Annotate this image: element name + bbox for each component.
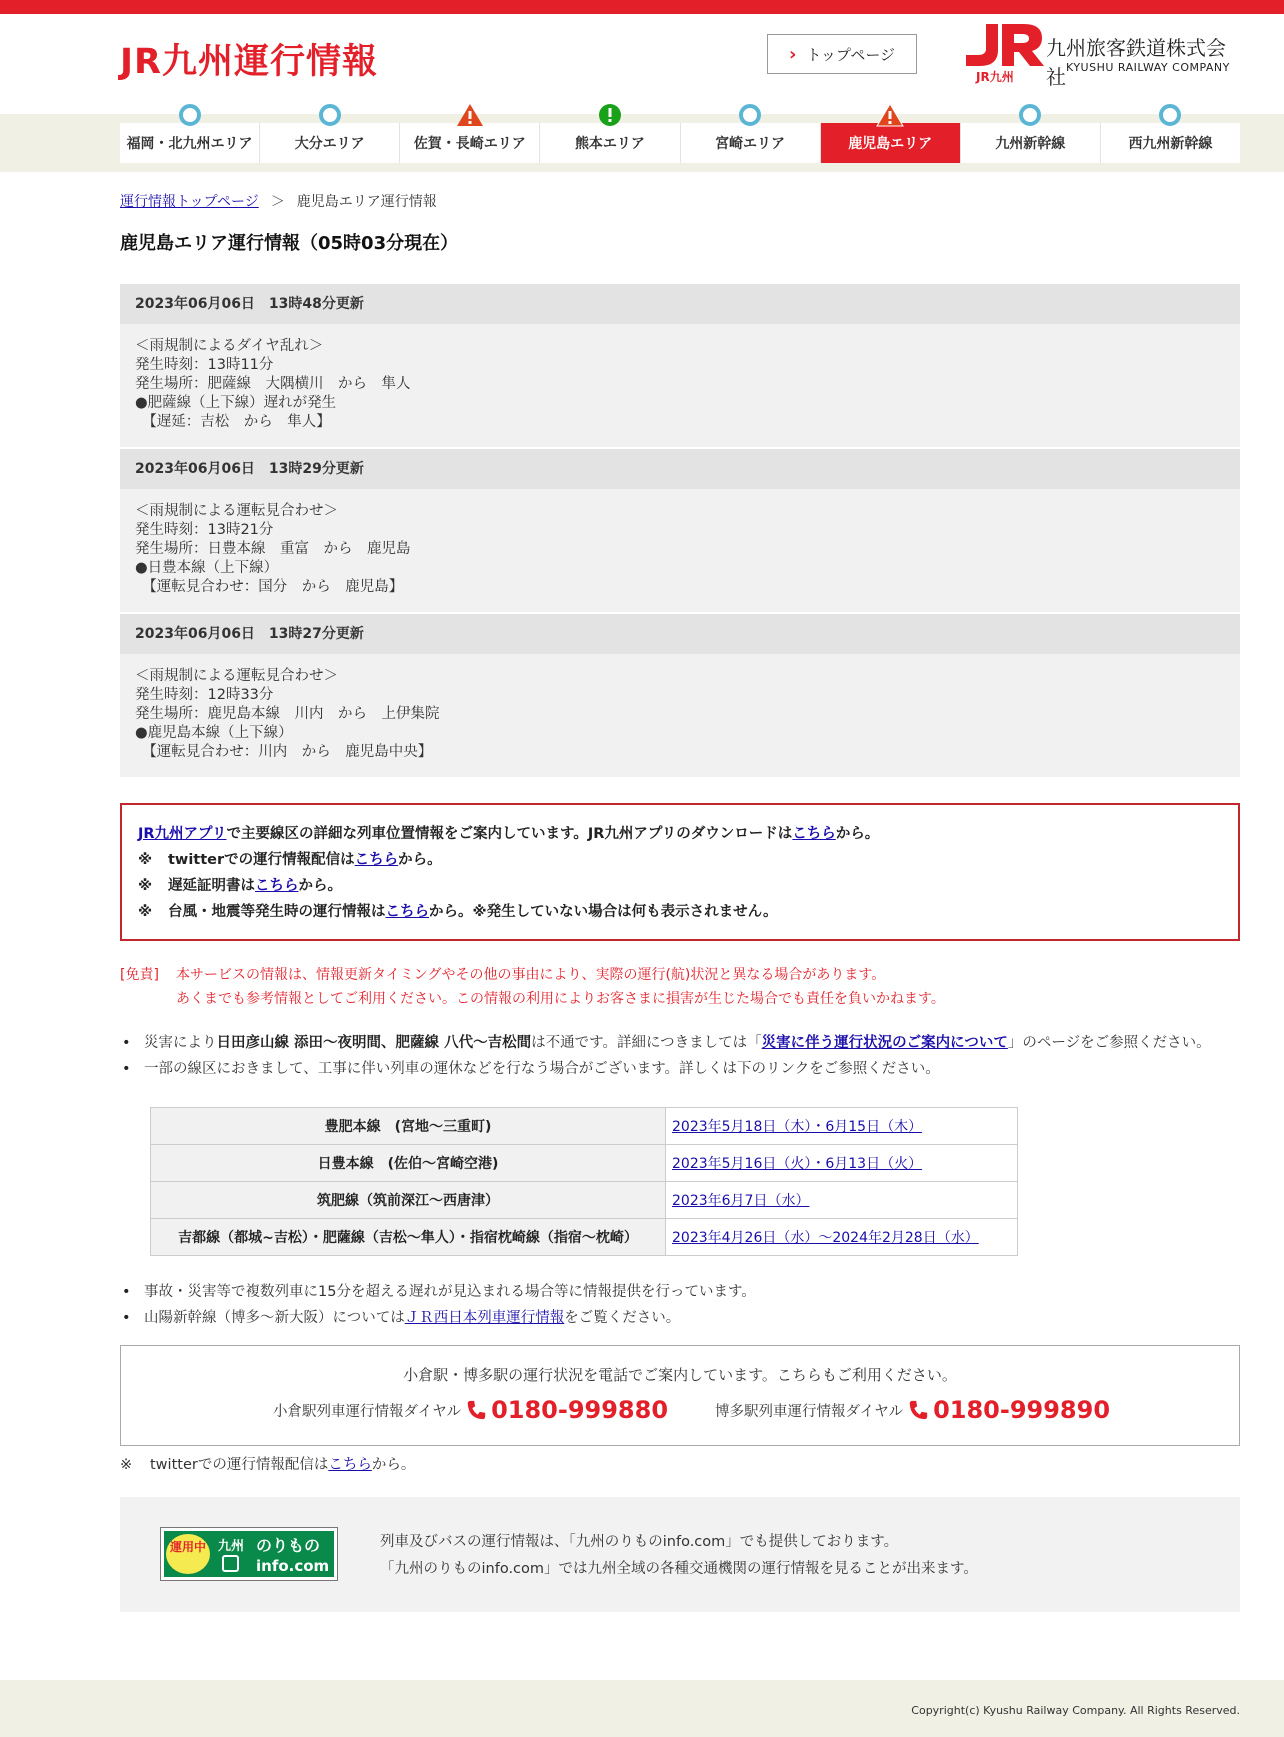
kokura-dial-label: 小倉駅列車運行情報ダイヤル <box>273 1403 462 1420</box>
list-item <box>120 1030 1240 1056</box>
bullet-text: 山陽新幹線（博多～新大阪）については <box>144 1310 405 1326</box>
update-line: 【運転見合わせ：川内 から 鹿児島中央】 <box>135 744 433 760</box>
jr-kyushu-logo[interactable] <box>958 22 1240 88</box>
update-line: 【運転見合わせ：国分 から 鹿児島】 <box>135 579 404 595</box>
update-line: 発生場所：日豊本線 重富 から 鹿児島 <box>135 541 411 557</box>
nav-item-nishikyushu-shinkansen[interactable] <box>1101 123 1240 163</box>
nav-item-oita[interactable] <box>260 123 400 163</box>
bullet-text: 」のページをご参照ください。 <box>1007 1035 1211 1051</box>
update-header: 2023年06月06日 13時29分更新 <box>120 449 1240 489</box>
update-line: ●日豊本線（上下線） <box>135 560 279 576</box>
update-body <box>120 324 1240 447</box>
construction-table <box>150 1107 1018 1256</box>
notice-text: から。※発生していない場合は何も表示されません。 <box>429 904 778 920</box>
breadcrumb-link-top[interactable]: 運行情報トップページ <box>120 194 259 210</box>
nav-item-label: 大分エリア <box>294 136 365 152</box>
update-header: 2023年06月06日 13時27分更新 <box>120 614 1240 654</box>
construction-date-link[interactable]: 2023年6月7日（水） <box>672 1193 810 1209</box>
normal-status-icon <box>738 103 762 127</box>
nav-item-kyushu-shinkansen[interactable] <box>961 123 1101 163</box>
copyright: Copyright(c) Kyushu Railway Company. All Rights Reserved. <box>911 1704 1240 1717</box>
svg-text:info.com: info.com <box>256 1557 330 1575</box>
note-mark: ※ <box>138 878 153 894</box>
nav-item-label: 西九州新幹線 <box>1128 136 1213 152</box>
company-name-jp: 九州旅客鉄道株式会社 <box>1046 36 1226 89</box>
construction-date-link[interactable]: 2023年5月16日（火）・6月13日（火） <box>672 1156 923 1172</box>
update-line: 発生時刻：13時21分 <box>135 522 274 538</box>
table-cell-line: 筑肥線（筑前深江～西唐津） <box>151 1182 666 1219</box>
phone-info-box <box>120 1345 1240 1446</box>
kokura-dial <box>273 1396 668 1424</box>
phone-icon <box>907 1398 929 1422</box>
notice-text: から。 <box>835 826 880 842</box>
warning-icon <box>456 103 484 127</box>
notice-line-twitter <box>138 847 1222 873</box>
table-row <box>151 1108 1018 1145</box>
nav-item-label: 宮崎エリア <box>715 136 786 152</box>
norimono-logo-graphic <box>161 1528 337 1580</box>
norimono-line: 列車及びバスの運行情報は、「九州のりものinfo.com」でも提供しております。 <box>380 1534 899 1550</box>
footer <box>0 1680 1284 1737</box>
phone-icon <box>465 1398 487 1422</box>
disclaimer <box>120 963 945 1011</box>
update-body <box>120 654 1240 777</box>
table-cell-line: 豊肥本線 (宮地～三重町) <box>151 1108 666 1145</box>
list-item <box>120 1305 1240 1331</box>
svg-text:JR九州: JR九州 <box>976 70 1014 84</box>
top-page-button[interactable] <box>767 34 917 74</box>
update-list <box>120 284 1240 779</box>
nav-item-label: 熊本エリア <box>574 136 645 152</box>
kokura-phone-number[interactable]: 0180-999880 <box>491 1396 669 1424</box>
company-name-en: KYUSHU RAILWAY COMPANY <box>1066 61 1230 74</box>
warning-icon <box>876 103 904 127</box>
nav-item-fukuoka[interactable] <box>120 123 260 163</box>
table-cell-date <box>666 1182 1018 1219</box>
update-line: 【遅延：吉松 から 隼人】 <box>135 414 331 430</box>
normal-status-icon <box>1018 103 1042 127</box>
jr-west-info-link[interactable]: ＪＲ西日本列車運行情報 <box>404 1310 565 1326</box>
twitter-note-text: から。 <box>371 1457 416 1473</box>
update-line: ＜雨規制による運転見合わせ＞ <box>135 668 338 684</box>
typhoon-info-link[interactable]: こちら <box>385 904 429 920</box>
breadcrumb <box>120 191 437 211</box>
update-item <box>120 449 1240 612</box>
note-mark: ※ <box>138 904 153 920</box>
nav-item-label: 鹿児島エリア <box>848 136 933 152</box>
notice-text: から。 <box>298 878 342 894</box>
phone-intro: 小倉駅・博多駅の運行状況を電話でご案内しています。こちらもご利用ください。 <box>403 1366 957 1384</box>
notice-line-app <box>138 821 1222 847</box>
bullet-text: 事故・災害等で複数列車に15分を超える遅れが見込まれる場合等に情報提供を行っています。 <box>144 1284 756 1300</box>
table-row <box>151 1145 1018 1182</box>
nav-item-miyazaki[interactable] <box>681 123 821 163</box>
jr-kyushu-app-link[interactable]: JR九州アプリ <box>138 826 227 842</box>
update-line: 発生場所：鹿児島本線 川内 から 上伊集院 <box>135 706 440 722</box>
nav-item-label: 九州新幹線 <box>995 136 1066 152</box>
notice-text: 台風・地震等発生時の運行情報は <box>168 904 386 920</box>
update-line: ＜雨規制によるダイヤ乱れ＞ <box>135 338 324 354</box>
svg-text:のりもの: のりもの <box>256 1536 321 1555</box>
table-cell-date <box>666 1108 1018 1145</box>
nav-item-label: 福岡・北九州エリア <box>126 136 253 152</box>
table-cell-date <box>666 1145 1018 1182</box>
app-download-link[interactable]: こちら <box>792 826 836 842</box>
note-mark: ※ <box>138 852 153 868</box>
normal-status-icon <box>178 103 202 127</box>
page-title: 鹿児島エリア運行情報（05時03分現在） <box>120 233 459 254</box>
nav-item-label: 佐賀・長崎エリア <box>413 136 526 152</box>
twitter-note <box>120 1453 415 1474</box>
info-bullets-2 <box>120 1279 1240 1331</box>
update-line: 発生場所：肥薩線 大隅横川 から 隼人 <box>135 376 411 392</box>
disclaimer-tag: [免責] <box>120 967 159 983</box>
disclaimer-line: 本サービスの情報は、情報更新タイミングやその他の事由により、実際の運行(航)状況と異なる場合があります。 <box>176 967 886 983</box>
hakata-phone-number[interactable]: 0180-999890 <box>933 1396 1111 1424</box>
norimono-line: 「九州のりものinfo.com」では九州全域の各種交通機関の運行情報を見ることが出来ます。 <box>380 1561 978 1577</box>
top-page-button-label: トップページ <box>806 45 896 64</box>
list-item <box>120 1279 1240 1305</box>
disclaimer-line: あくまでも参考情報としてご利用ください。この情報の利用によりお客さまに損害が生じた場合でも責任を負いかねます。 <box>176 991 945 1007</box>
update-item <box>120 284 1240 447</box>
suspended-lines: 日田彦山線 添田～夜明間、肥薩線 八代～吉松間 <box>216 1035 532 1051</box>
twitter-link[interactable]: こちら <box>354 852 399 868</box>
svg-text:運用中: 運用中 <box>169 1540 207 1554</box>
site-title[interactable]: JR九州運行情報 <box>120 42 378 82</box>
notice-text: twitterでの運行情報配信は <box>168 852 355 868</box>
nav-item-kumamoto[interactable] <box>540 123 680 163</box>
norimono-info-logo[interactable] <box>160 1527 338 1581</box>
hakata-dial-label: 博多駅列車運行情報ダイヤル <box>715 1403 904 1420</box>
area-nav <box>120 123 1240 163</box>
app-notice-box <box>120 803 1240 941</box>
table-cell-line: 日豊本線 (佐伯～宮崎空港) <box>151 1145 666 1182</box>
notice-text: 遅延証明書は <box>168 878 255 894</box>
normal-status-icon <box>318 103 342 127</box>
bullet-text: 災害により <box>144 1035 217 1051</box>
bullet-text: は不通です。詳細につきましては「 <box>531 1035 762 1051</box>
update-line: ●鹿児島本線（上下線） <box>135 725 293 741</box>
jr-logo-mark <box>958 22 1044 84</box>
breadcrumb-separator: ＞ <box>270 194 285 210</box>
table-row <box>151 1219 1018 1256</box>
info-exclamation-icon <box>598 103 622 127</box>
construction-date-link[interactable]: 2023年5月18日（木）・6月15日（木） <box>672 1119 923 1135</box>
notice-text: で主要線区の詳細な列車位置情報をご案内しています。JR九州アプリのダウンロードは <box>226 826 793 842</box>
bullet-text: をご覧ください。 <box>564 1310 681 1326</box>
update-line: ＜雨規制による運転見合わせ＞ <box>135 503 338 519</box>
hakata-dial <box>715 1396 1110 1424</box>
normal-status-icon <box>1158 103 1182 127</box>
twitter-note-text: twitterでの運行情報配信は <box>150 1457 329 1473</box>
table-cell-line: 吉都線（都城~吉松）・肥薩線（吉松～隼人）・指宿枕崎線（指宿～枕崎） <box>151 1219 666 1256</box>
list-item <box>120 1056 1240 1082</box>
breadcrumb-current: 鹿児島エリア運行情報 <box>296 194 437 210</box>
svg-text:九州: 九州 <box>218 1539 245 1554</box>
notice-text: から。 <box>398 852 442 868</box>
notice-line-typhoon <box>138 899 1222 925</box>
update-body <box>120 489 1240 612</box>
update-header: 2023年06月06日 13時48分更新 <box>120 284 1240 324</box>
norimono-info-box <box>120 1497 1240 1612</box>
update-line: 発生時刻：12時33分 <box>135 687 274 703</box>
construction-date-link[interactable]: 2023年4月26日（水）～2024年2月28日（水） <box>672 1230 979 1246</box>
table-row <box>151 1182 1018 1219</box>
chevron-right-icon: › <box>788 43 797 65</box>
nav-item-kagoshima[interactable] <box>821 123 961 163</box>
disaster-status-link[interactable]: 災害に伴う運行状況のご案内について <box>761 1035 1008 1051</box>
twitter-link[interactable]: こちら <box>328 1457 372 1473</box>
info-bullets <box>120 1030 1240 1082</box>
note-mark: ※ <box>120 1457 133 1473</box>
update-line: 発生時刻：13時11分 <box>135 357 274 373</box>
bullet-text: 一部の線区におきまして、工事に伴い列車の運休などを行なう場合がございます。詳しくは下のリンクをご参照ください。 <box>144 1061 940 1077</box>
notice-line-delay <box>138 873 1222 899</box>
update-line: ●肥薩線（上下線）遅れが発生 <box>135 395 337 411</box>
nav-item-saga-nagasaki[interactable] <box>400 123 540 163</box>
top-accent-bar <box>0 0 1284 14</box>
update-item <box>120 614 1240 777</box>
norimono-description <box>380 1529 978 1583</box>
table-cell-date <box>666 1219 1018 1256</box>
delay-certificate-link[interactable]: こちら <box>255 878 299 894</box>
